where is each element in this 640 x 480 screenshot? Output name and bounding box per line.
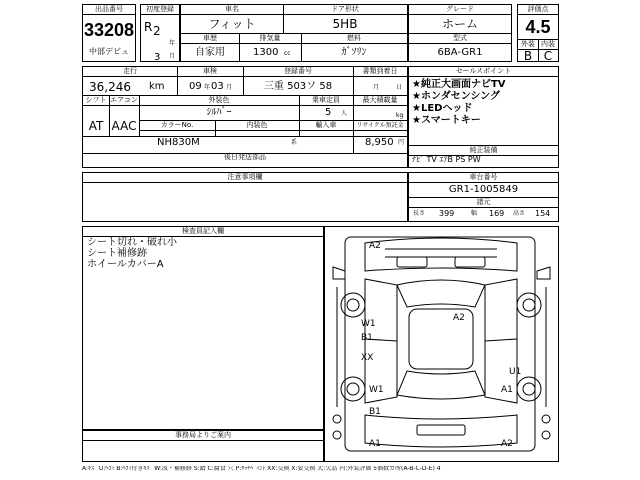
- doc-arrival-label: 書類到着日: [353, 67, 407, 77]
- sales-points-label: セールスポイント: [409, 67, 558, 77]
- width-label: 幅: [471, 210, 478, 217]
- month-unit: 月: [169, 53, 176, 60]
- max-load-unit: kg: [396, 112, 404, 119]
- color-number: NH830M: [157, 137, 200, 148]
- chassis-box: [408, 172, 559, 222]
- inspection-month-unit: 月: [226, 84, 233, 91]
- score-box: [517, 4, 559, 62]
- inspector-notes-label: 検査員記入欄: [83, 227, 323, 237]
- damage-mark-xx: XX: [361, 353, 374, 363]
- color-no-label: カラーNo.: [139, 121, 215, 131]
- damage-diagram-box: [324, 226, 559, 462]
- damage-mark-a2-bottom: A2: [501, 439, 513, 449]
- interior-color-unit: 系: [291, 139, 298, 146]
- score-label: 評価点: [518, 5, 558, 15]
- width-value: 169: [489, 209, 505, 218]
- vehicle-details-box: [82, 66, 408, 168]
- usage-label: 車歴: [181, 34, 239, 44]
- length-value: 399: [439, 209, 455, 218]
- recycle-unit: 円: [398, 139, 405, 146]
- model-code-label: 型式: [409, 34, 511, 44]
- seats-label: 乗車定員: [299, 96, 353, 106]
- car-body-diagram: [325, 227, 558, 461]
- height-value: 154: [535, 209, 551, 218]
- equipment-label: 純正装備: [409, 146, 558, 156]
- debut-label: 中部デビュ: [89, 47, 129, 56]
- lot-number-label: 出品番号: [83, 5, 135, 15]
- body-type: 5HB: [332, 17, 358, 31]
- usage-value: 自家用: [195, 47, 225, 58]
- mileage-value: 36,246: [89, 80, 131, 94]
- first-registration-label: 初度登録: [141, 5, 179, 15]
- exterior-grade-label: 外装: [518, 40, 538, 50]
- shift-label: シフト: [83, 96, 109, 106]
- recycle-fee: 8,950: [365, 137, 394, 148]
- damage-mark-b1-upper: B1: [361, 333, 373, 343]
- later-parts-label: 後日発送部品: [224, 153, 266, 161]
- damage-mark-a2-top-left: A2: [369, 241, 381, 251]
- mileage-label: 走行: [83, 67, 177, 77]
- era-year: 2: [153, 24, 161, 38]
- inspector-note-3: ホイールカバーA: [87, 259, 164, 270]
- inspection-month: 03: [211, 81, 224, 92]
- exterior-color-label: 外装色: [139, 96, 299, 106]
- reg-month: 3: [154, 52, 161, 63]
- sales-point-4: ★スマートキー: [412, 115, 481, 126]
- plate-number: 三重 503ソ 58: [263, 81, 333, 92]
- inspection-year-unit: 年: [204, 84, 211, 91]
- car-name: フィット: [208, 17, 256, 31]
- office-notice-label: 事務局よりご案内: [83, 431, 323, 441]
- plate-label: 登録番号: [243, 67, 353, 77]
- inspector-note-1: シート切れ・破れ小: [87, 237, 177, 248]
- sales-point-2: ★ホンダセンシング: [412, 91, 500, 102]
- grade-box: [408, 4, 512, 62]
- era-letter: R: [144, 20, 153, 34]
- max-load-label: 最大積載量: [353, 96, 407, 106]
- office-notice-box: [82, 430, 324, 462]
- inspection-year: 09: [189, 81, 202, 92]
- mileage-unit: km: [149, 81, 165, 92]
- recycle-label: リサイクル預託金: [353, 121, 407, 131]
- dimensions-label: 諸元: [409, 198, 558, 208]
- displacement-unit: cc: [284, 50, 291, 57]
- chassis-label: 車台番号: [409, 173, 558, 183]
- sales-point-3: ★LEDヘッド: [412, 103, 473, 114]
- grade-label: グレード: [409, 5, 511, 15]
- inspector-note-2: シート補修跡: [87, 248, 147, 259]
- model-code: 6BA-GR1: [437, 47, 483, 58]
- import-label: 輸入車: [299, 121, 353, 131]
- car-info-box: [180, 4, 408, 62]
- damage-mark-a2-center: A2: [453, 313, 465, 323]
- equipment-value: ﾅﾋﾞ TV ｴｱB PS PW: [412, 155, 481, 164]
- notes-box: [82, 172, 408, 222]
- year-unit: 年: [169, 40, 176, 47]
- damage-mark-b1-lower: B1: [369, 407, 381, 417]
- chassis-number: GR1-1005849: [448, 184, 519, 195]
- first-registration-box: [140, 4, 180, 62]
- fuel-label: 燃料: [301, 34, 407, 44]
- interior-grade-label: 内装: [538, 40, 558, 50]
- aircon-label: エアコン: [110, 96, 138, 104]
- doc-day-unit: 日: [396, 84, 403, 91]
- notes-label: 注意事項欄: [83, 173, 407, 183]
- damage-mark-a1-bottom: A1: [369, 439, 381, 449]
- shift-value: AT: [88, 119, 104, 133]
- displacement-value: 1300: [253, 47, 279, 58]
- seats-unit: 人: [341, 110, 348, 117]
- exterior-color: ｼﾙﾊﾞｰ: [206, 107, 232, 118]
- damage-mark-w1-upper: W1: [361, 319, 376, 329]
- interior-grade: C: [543, 49, 553, 63]
- door-type-label: ドア形状: [283, 5, 407, 15]
- lot-number-box: [82, 4, 136, 62]
- inspection-label: 車検: [177, 67, 243, 77]
- damage-mark-a1-right: A1: [501, 385, 513, 395]
- lot-number: 33208: [83, 20, 135, 40]
- damage-mark-u1: U1: [509, 367, 522, 377]
- exterior-grade: B: [523, 49, 533, 63]
- aircon-value: AAC: [111, 119, 137, 133]
- seats-value: 5: [325, 107, 332, 118]
- doc-month-unit: 月: [373, 84, 380, 91]
- score-value: 4.5: [525, 17, 551, 37]
- car-name-label: 車名: [181, 5, 283, 15]
- interior-color-label: 内装色: [215, 121, 299, 131]
- length-label: 長さ: [413, 210, 426, 217]
- height-label: 高さ: [513, 210, 526, 217]
- damage-legend: A:ｷｽﾞ U:ﾍｺﾐ B:ﾍｺﾐ付きｷｽﾞ W:波・補修跡 S:錆 C:腐食 穴 P:ﾀｯﾁﾍﾟｲﾝﾄ XX:交換 X:要交換 大:欠品 内:外装評価 5個数カ所(A-B-C-D-E) 4: [82, 466, 441, 472]
- damage-mark-w1-lower: W1: [369, 385, 384, 395]
- sales-points-box: [408, 66, 559, 168]
- grade-value: ホーム: [441, 17, 478, 31]
- fuel-value: ｶﾞｿﾘﾝ: [341, 47, 367, 58]
- displacement-label: 排気量: [239, 34, 301, 44]
- sales-point-1: ★純正大画面ナビTV: [412, 79, 506, 90]
